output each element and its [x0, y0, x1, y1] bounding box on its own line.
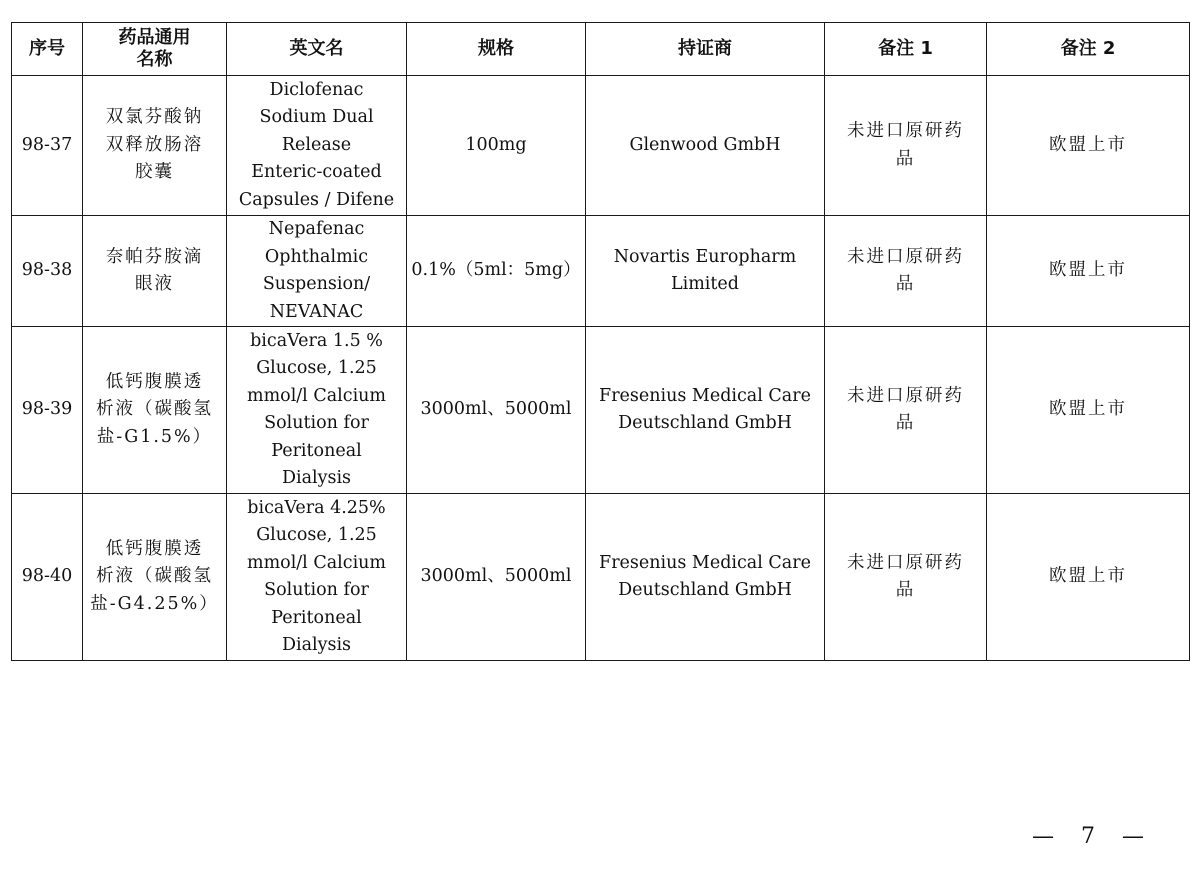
- cell-english-name: bicaVera 1.5 % Glucose, 1.25 mmol/l Calcium Solution for Peritoneal Dialysis: [227, 327, 407, 494]
- cell-generic-name: 奈帕芬胺滴 眼液: [83, 216, 227, 327]
- cell-english-name: Nepafenac Ophthalmic Suspension/ NEVANAC: [227, 216, 407, 327]
- cell-note-1: 未进口原研药 品: [825, 327, 987, 494]
- cell-license-holder: Glenwood GmbH: [586, 76, 825, 216]
- cell-english-name: bicaVera 4.25% Glucose, 1.25 mmol/l Calcium Solution for Peritoneal Dialysis: [227, 494, 407, 661]
- header-note-2: 备注 2: [987, 23, 1190, 76]
- header-license-holder: 持证商: [586, 23, 825, 76]
- header-note-1: 备注 1: [825, 23, 987, 76]
- header-specification: 规格: [407, 23, 586, 76]
- cell-english-name: Diclofenac Sodium Dual Release Enteric-coated Capsules / Difene: [227, 76, 407, 216]
- table-row: [12, 216, 1190, 327]
- cell-note-2: 欧盟上市: [987, 494, 1190, 661]
- cell-note-2: 欧盟上市: [987, 327, 1190, 494]
- table-row: [12, 494, 1190, 661]
- cell-note-2: 欧盟上市: [987, 216, 1190, 327]
- cell-license-holder: Fresenius Medical Care Deutschland GmbH: [586, 327, 825, 494]
- drug-table: [11, 22, 1190, 661]
- header-english-name: 英文名: [227, 23, 407, 76]
- cell-note-1: 未进口原研药 品: [825, 76, 987, 216]
- page-number: — 7 —: [1032, 824, 1154, 849]
- cell-serial-no: 98-40: [12, 494, 83, 661]
- cell-license-holder: Fresenius Medical Care Deutschland GmbH: [586, 494, 825, 661]
- table-row: [12, 76, 1190, 216]
- header-generic-name: 药品通用 名称: [83, 23, 227, 76]
- cell-generic-name: 低钙腹膜透 析液（碳酸氢 盐-G1.5%）: [83, 327, 227, 494]
- cell-specification: 0.1%（5ml：5mg）: [407, 216, 586, 327]
- cell-serial-no: 98-38: [12, 216, 83, 327]
- cell-note-2: 欧盟上市: [987, 76, 1190, 216]
- table-row: [12, 327, 1190, 494]
- cell-note-1: 未进口原研药 品: [825, 494, 987, 661]
- table-header: [12, 23, 1190, 76]
- cell-generic-name: 低钙腹膜透 析液（碳酸氢 盐-G4.25%）: [83, 494, 227, 661]
- table-body: [12, 76, 1190, 661]
- cell-serial-no: 98-37: [12, 76, 83, 216]
- cell-specification: 3000ml、5000ml: [407, 494, 586, 661]
- header-serial-no: 序号: [12, 23, 83, 76]
- cell-specification: 100mg: [407, 76, 586, 216]
- header-row: [12, 23, 1190, 76]
- cell-license-holder: Novartis Europharm Limited: [586, 216, 825, 327]
- cell-serial-no: 98-39: [12, 327, 83, 494]
- cell-note-1: 未进口原研药 品: [825, 216, 987, 327]
- cell-generic-name: 双氯芬酸钠 双释放肠溶 胶囊: [83, 76, 227, 216]
- cell-specification: 3000ml、5000ml: [407, 327, 586, 494]
